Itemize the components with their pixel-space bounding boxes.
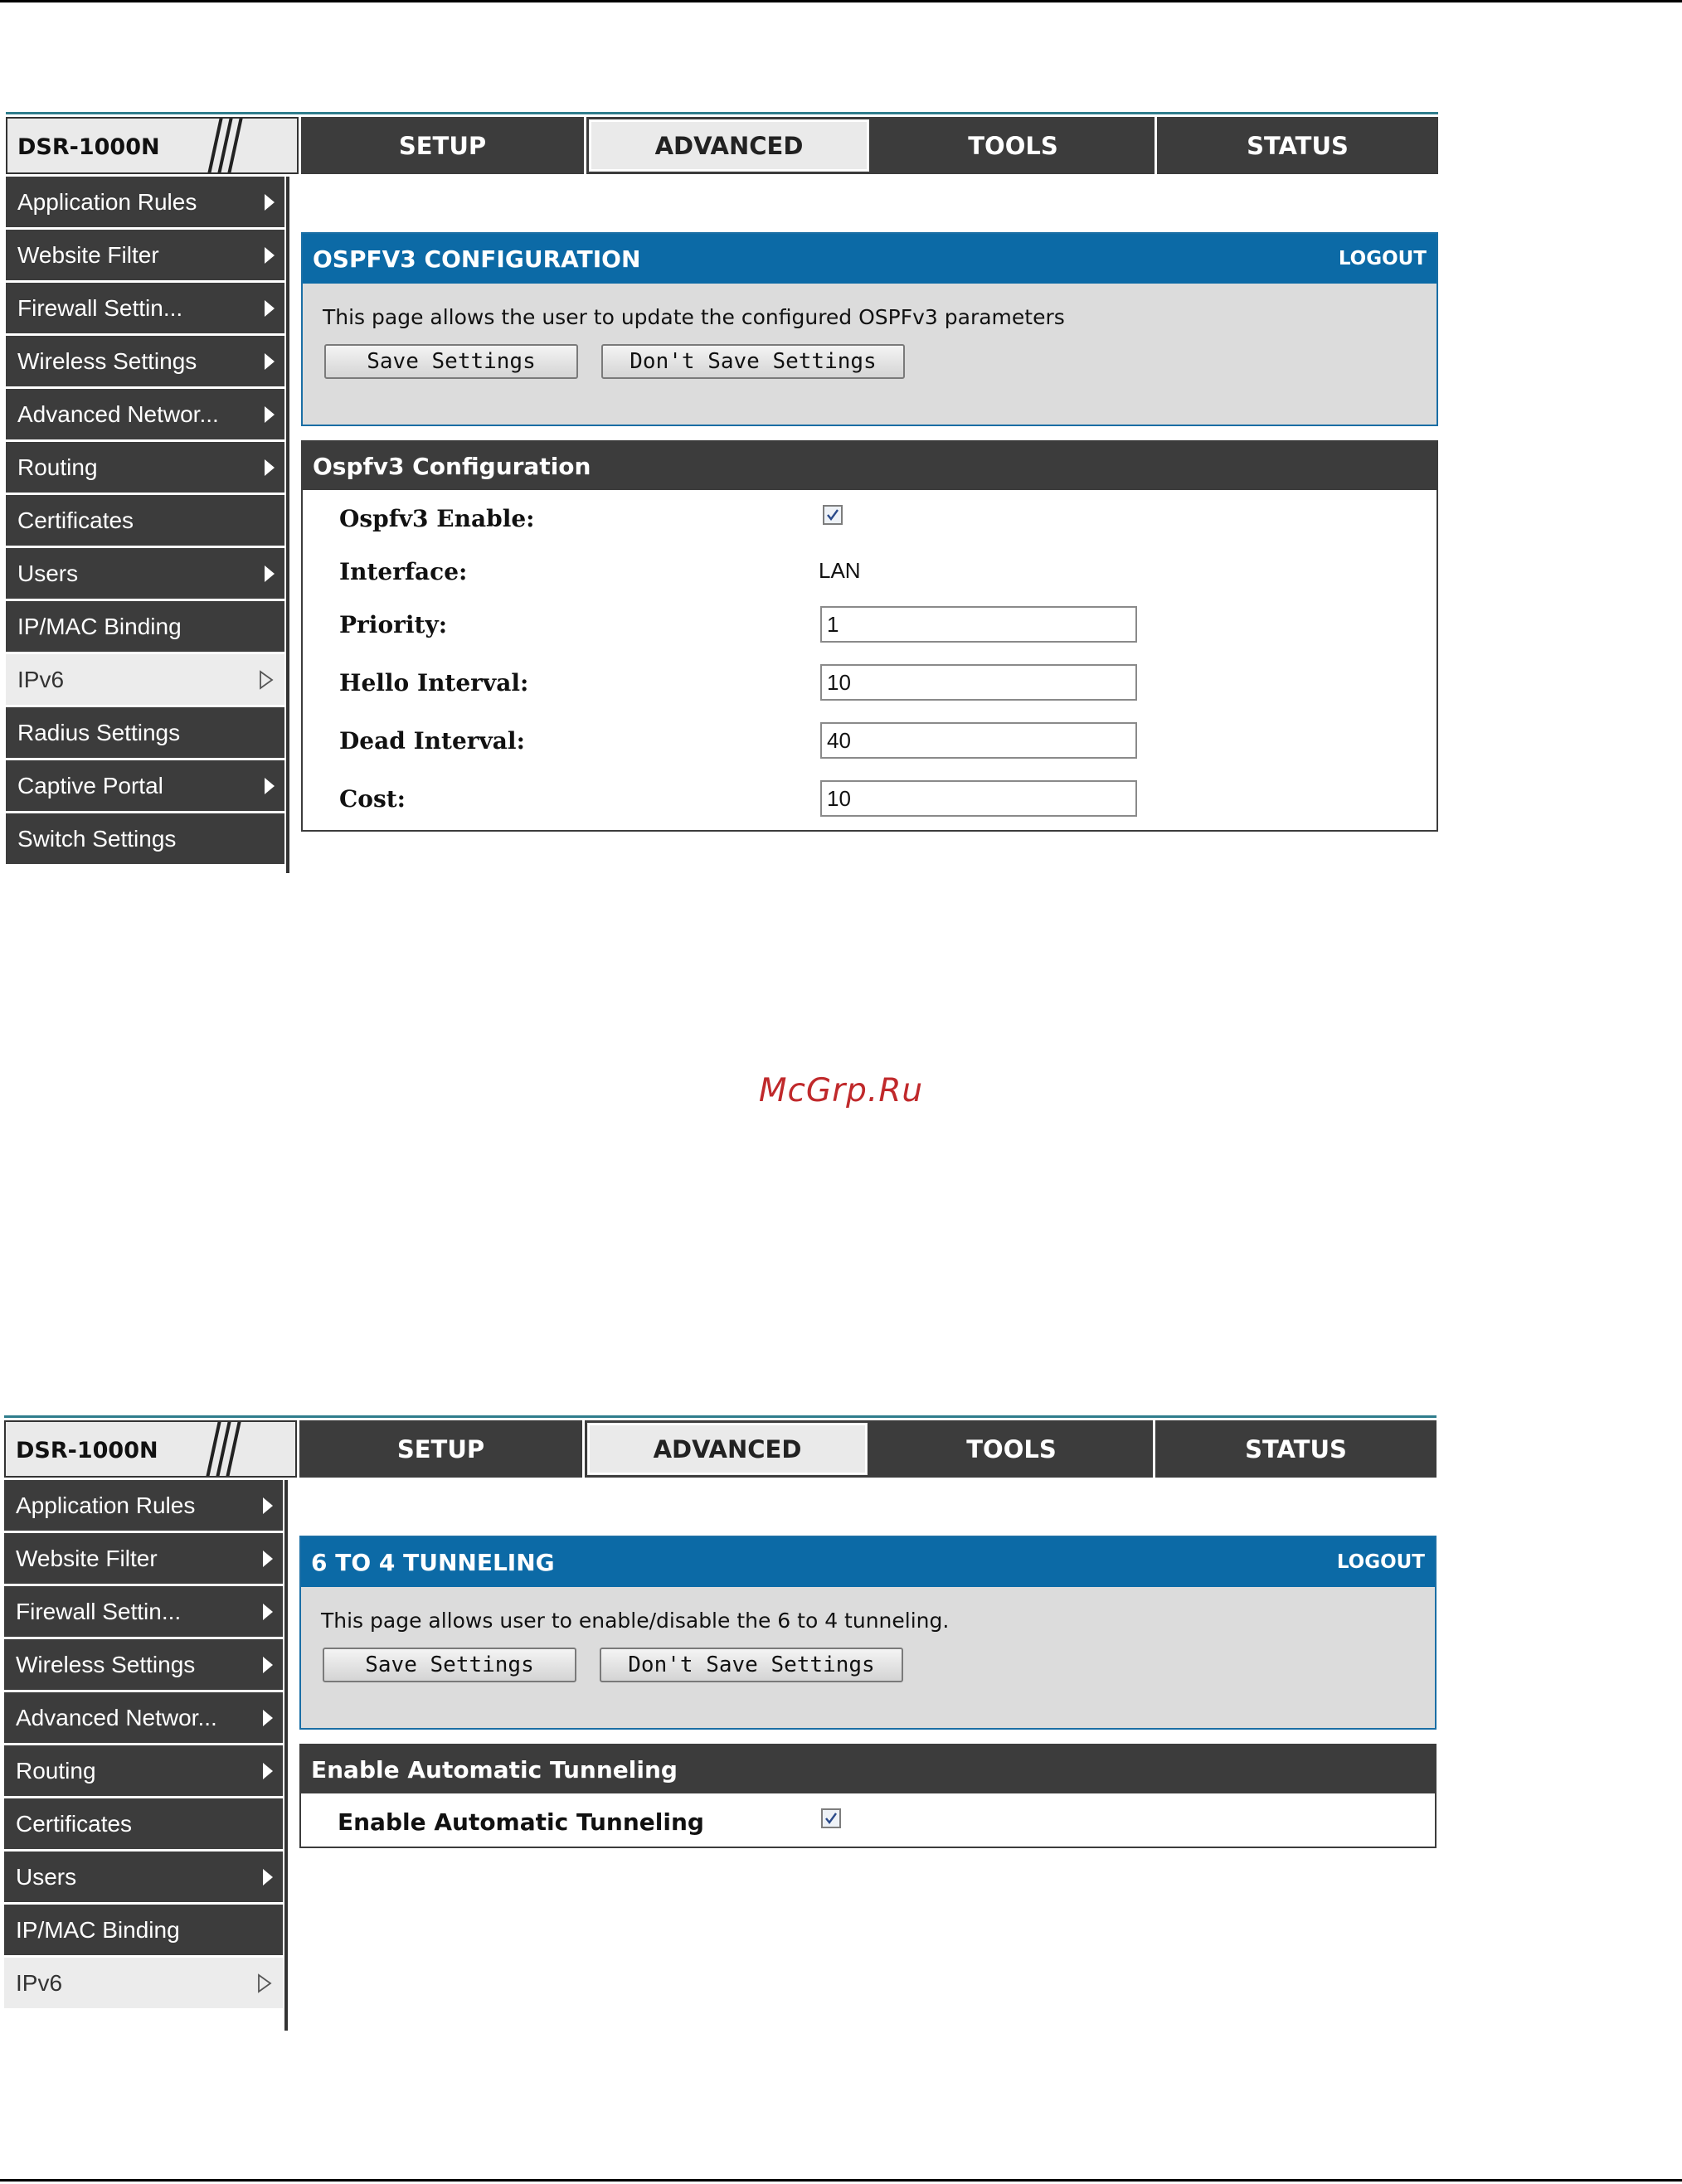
save-settings-button[interactable]: Save Settings bbox=[323, 1648, 576, 1682]
sidebar-item-application-rules[interactable] bbox=[4, 1480, 283, 1531]
chevron-right-icon bbox=[263, 1710, 273, 1726]
sidebar-item-label: Firewall Settin... bbox=[17, 294, 183, 321]
sidebar-item-label: Routing bbox=[16, 1757, 96, 1784]
screenshot-6to4-tunneling bbox=[4, 1415, 1437, 2029]
tab-tools[interactable]: TOOLS bbox=[872, 117, 1157, 174]
info-panel bbox=[301, 232, 1438, 426]
tab-status[interactable]: STATUS bbox=[1155, 1420, 1437, 1478]
ospfv3-enable-row bbox=[303, 490, 1437, 543]
sidebar-item-users[interactable] bbox=[6, 548, 284, 599]
tab-advanced[interactable]: ADVANCED bbox=[585, 1420, 870, 1478]
chevron-right-icon bbox=[263, 1604, 273, 1620]
interface-value: LAN bbox=[819, 558, 861, 583]
info-panel bbox=[299, 1536, 1437, 1730]
sidebar-item-ip-mac-binding[interactable] bbox=[6, 601, 284, 652]
sidebar-item-label: Firewall Settin... bbox=[16, 1598, 182, 1624]
sidebar-item-label: Advanced Networ... bbox=[17, 400, 219, 427]
tab-advanced[interactable]: ADVANCED bbox=[586, 117, 872, 174]
brand-slash-icon bbox=[188, 1420, 246, 1478]
sidebar-item-label: Routing bbox=[17, 454, 98, 480]
sidebar-item-label: Website Filter bbox=[17, 241, 159, 268]
sidebar-item-label: IP/MAC Binding bbox=[17, 613, 182, 639]
sidebar-item-routing[interactable] bbox=[4, 1745, 283, 1796]
sidebar-item-label: Switch Settings bbox=[17, 825, 177, 852]
info-panel-header bbox=[303, 234, 1437, 284]
chevron-right-icon bbox=[265, 247, 275, 264]
watermark: McGrp.Ru bbox=[758, 1072, 924, 1109]
sidebar-item-label: Users bbox=[17, 560, 79, 586]
cost-row bbox=[303, 770, 1437, 828]
priority-row bbox=[303, 596, 1437, 654]
top-accent-line bbox=[4, 1415, 1437, 1418]
tab-status[interactable]: STATUS bbox=[1157, 117, 1438, 174]
tab-tools[interactable]: TOOLS bbox=[870, 1420, 1155, 1478]
sidebar-item-label: Radius Settings bbox=[17, 719, 181, 745]
sidebar-item-label: Certificates bbox=[16, 1810, 133, 1837]
enable-tunneling-label: Enable Automatic Tunneling bbox=[338, 1808, 704, 1836]
chevron-right-icon bbox=[263, 1869, 273, 1886]
dead-interval-row bbox=[303, 712, 1437, 770]
page-title: 6 TO 4 TUNNELING bbox=[311, 1548, 555, 1576]
top-tabs bbox=[301, 117, 1438, 174]
logout-link[interactable]: LOGOUT bbox=[1336, 1551, 1425, 1573]
sidebar-item-label: Users bbox=[16, 1863, 77, 1890]
chevron-right-outline-icon bbox=[256, 1973, 273, 1993]
chevron-right-icon bbox=[263, 1763, 273, 1779]
sidebar-item-label: Website Filter bbox=[16, 1545, 158, 1571]
ospfv3-enable-label: Ospfv3 Enable: bbox=[339, 505, 535, 532]
config-panel-header: Ospfv3 Configuration bbox=[303, 442, 1437, 490]
sidebar-item-wireless-settings[interactable] bbox=[4, 1639, 283, 1690]
sidebar-item-label: Application Rules bbox=[17, 188, 197, 215]
info-panel-header bbox=[301, 1537, 1435, 1587]
sidebar-item-switch-settings[interactable] bbox=[6, 813, 284, 864]
chevron-right-outline-icon bbox=[258, 670, 275, 690]
sidebar-item-label: Wireless Settings bbox=[17, 347, 197, 374]
interface-row bbox=[303, 543, 1437, 596]
chevron-right-icon bbox=[265, 194, 275, 211]
sidebar-item-firewall-settin[interactable] bbox=[6, 283, 284, 333]
sidebar-item-label: IPv6 bbox=[17, 666, 65, 692]
sidebar-item-captive-portal[interactable] bbox=[6, 760, 284, 811]
sidebar-item-label: IPv6 bbox=[16, 1969, 63, 1996]
chevron-right-icon bbox=[265, 778, 275, 794]
sidebar-item-label: Wireless Settings bbox=[16, 1651, 196, 1677]
brand-logo bbox=[6, 117, 299, 174]
page-title: OSPFV3 CONFIGURATION bbox=[313, 245, 641, 273]
logout-link[interactable]: LOGOUT bbox=[1338, 248, 1427, 269]
sidebar-item-label: Certificates bbox=[17, 507, 134, 533]
top-tabs bbox=[299, 1420, 1437, 1478]
save-settings-button[interactable]: Save Settings bbox=[324, 344, 578, 379]
screenshot-ospfv3 bbox=[6, 112, 1438, 875]
dont-save-settings-button[interactable]: Don't Save Settings bbox=[601, 344, 905, 379]
hello-interval-input[interactable] bbox=[820, 664, 1137, 701]
sidebar-item-advanced-networ[interactable] bbox=[4, 1692, 283, 1743]
action-buttons bbox=[303, 329, 1437, 379]
chevron-right-icon bbox=[265, 406, 275, 423]
page-bottom-rule bbox=[0, 2179, 1682, 2182]
brand-model: DSR-1000N bbox=[16, 1438, 158, 1463]
sidebar-item-ipv6[interactable] bbox=[6, 654, 284, 705]
checkmark-icon bbox=[824, 1812, 838, 1825]
config-panel-header: Enable Automatic Tunneling bbox=[301, 1745, 1435, 1793]
sidebar-item-radius-settings[interactable] bbox=[6, 707, 284, 758]
dont-save-settings-button[interactable]: Don't Save Settings bbox=[600, 1648, 903, 1682]
sidebar-item-routing[interactable] bbox=[6, 442, 284, 493]
page-description: This page allows user to enable/disable the 6 to 4 tunneling. bbox=[321, 1609, 950, 1633]
chevron-right-icon bbox=[265, 565, 275, 582]
chevron-right-icon bbox=[263, 1551, 273, 1567]
chevron-right-icon bbox=[265, 300, 275, 317]
cost-label: Cost: bbox=[339, 785, 406, 813]
chevron-right-icon bbox=[263, 1657, 273, 1673]
hello-interval-row bbox=[303, 654, 1437, 712]
sidebar-item-users[interactable] bbox=[4, 1852, 283, 1902]
sidebar-item-label: Advanced Networ... bbox=[16, 1704, 217, 1730]
tunneling-config-panel bbox=[299, 1744, 1437, 1848]
brand-slash-icon bbox=[190, 117, 248, 174]
sidebar-item-advanced-networ[interactable] bbox=[6, 389, 284, 439]
brand-model: DSR-1000N bbox=[17, 134, 160, 160]
sidebar-item-firewall-settin[interactable] bbox=[4, 1586, 283, 1637]
sidebar-item-ip-mac-binding[interactable] bbox=[4, 1905, 283, 1955]
ospfv3-config-panel bbox=[301, 440, 1438, 832]
brand-logo bbox=[4, 1420, 297, 1478]
cost-input[interactable] bbox=[820, 780, 1137, 817]
checkmark-icon bbox=[826, 508, 839, 522]
hello-interval-label: Hello Interval: bbox=[339, 669, 529, 696]
sidebar-item-ipv6[interactable] bbox=[4, 1958, 283, 2008]
enable-tunneling-row bbox=[301, 1793, 1435, 1847]
interface-label: Interface: bbox=[339, 558, 468, 585]
sidebar-menu bbox=[6, 177, 291, 866]
page-top-rule bbox=[0, 0, 1682, 2]
dead-interval-label: Dead Interval: bbox=[339, 727, 525, 755]
priority-input[interactable] bbox=[820, 606, 1137, 643]
sidebar-menu bbox=[4, 1480, 289, 2011]
tab-setup[interactable]: SETUP bbox=[301, 117, 586, 174]
sidebar-item-label: IP/MAC Binding bbox=[16, 1916, 180, 1943]
chevron-right-icon bbox=[263, 1497, 273, 1514]
chevron-right-icon bbox=[265, 459, 275, 476]
sidebar-item-label: Captive Portal bbox=[17, 772, 163, 798]
sidebar-item-wireless-settings[interactable] bbox=[6, 336, 284, 386]
sidebar-item-certificates[interactable] bbox=[4, 1798, 283, 1849]
chevron-right-icon bbox=[265, 353, 275, 370]
page-description: This page allows the user to update the configured OSPFv3 parameters bbox=[323, 305, 1065, 329]
top-accent-line bbox=[6, 112, 1438, 114]
sidebar-item-website-filter[interactable] bbox=[4, 1533, 283, 1584]
ospfv3-enable-checkbox[interactable] bbox=[823, 505, 843, 525]
action-buttons bbox=[301, 1633, 1435, 1682]
sidebar-item-label: Application Rules bbox=[16, 1492, 196, 1518]
sidebar-item-application-rules[interactable] bbox=[6, 177, 284, 227]
tab-setup[interactable]: SETUP bbox=[299, 1420, 585, 1478]
enable-tunneling-checkbox[interactable] bbox=[821, 1808, 841, 1828]
sidebar-item-certificates[interactable] bbox=[6, 495, 284, 546]
dead-interval-input[interactable] bbox=[820, 722, 1137, 759]
sidebar-item-website-filter[interactable] bbox=[6, 230, 284, 280]
priority-label: Priority: bbox=[339, 611, 448, 638]
